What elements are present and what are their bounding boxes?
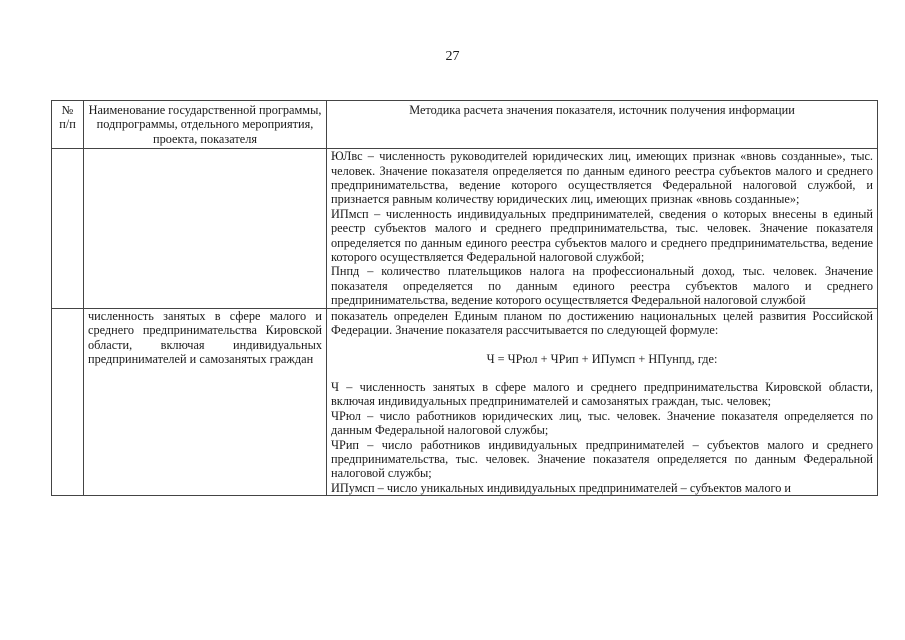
- table-header-row: [52, 101, 878, 149]
- definition-paragraph: ИПмсп – численность индивидуальных предпринимателей, сведения о которых внесены в единый реестр субъектов малого и среднего предпринимательства, тыс. человек. Значение показателя определяется по данным единого реестра субъектов малого и среднего предпринимательства, ведение которого осуществляется Федеральной налоговой службой;: [331, 206, 873, 265]
- cell-number: [52, 308, 84, 495]
- definition-paragraph: ЧРюл – число работников юридических лиц, тыс. человек. Значение показателя определяется по данным Федеральной налоговой службы;: [331, 408, 873, 438]
- table-row: [52, 308, 878, 495]
- cell-name: [84, 149, 327, 308]
- methodology-table: [51, 100, 878, 496]
- definition-paragraph: ЧРип – число работников индивидуальных предпринимателей – субъектов малого и среднего предпринимательства, тыс. человек. Значение показателя определяется по данным Федеральной налоговой службы;: [331, 437, 873, 481]
- definition-paragraph: ЮЛвс – численность руководителей юридических лиц, имеющих признак «вновь созданные», тыс. человек. Значение показателя определяется по данным единого реестра субъектов малого и среднего предпринимательства, ведение которого осуществляется Федеральной налоговой службой, и признается равным количеству юридических лиц, имеющих признак «вновь созданные»;: [331, 149, 873, 207]
- indicator-name: численность занятых в сфере малого и среднего предпринимательства Кировской области, включая индивидуальных предпринимателей и самозанятых граждан: [84, 308, 327, 495]
- header-methodology: Методика расчета значения показателя, источник получения информации: [327, 101, 878, 149]
- definition-paragraph: ИПумсп – число уникальных индивидуальных предпринимателей – субъектов малого и: [331, 480, 792, 495]
- cell-methodology: [327, 308, 878, 495]
- cell-methodology: [327, 149, 878, 308]
- header-number: № п/п: [52, 101, 84, 149]
- methodology-intro: показатель определен Единым планом по достижению национальных целей развития Российской Федерации. Значение показателя рассчитывается по следующей формуле:: [331, 308, 873, 338]
- table-row: [52, 149, 878, 308]
- definition-paragraph: Ч – численность занятых в сфере малого и среднего предпринимательства Кировской области, включая индивидуальных предпринимателей и самозанятых граждан, тыс. человек;: [331, 379, 873, 409]
- cell-number: [52, 149, 84, 308]
- header-name: Наименование государственной программы, подпрограммы, отдельного мероприятия, проекта, показателя: [84, 101, 327, 149]
- page-number: 27: [445, 49, 460, 64]
- definition-paragraph: Пнпд – количество плательщиков налога на профессиональный доход, тыс. человек. Значение показателя определяется по данным единого реестра субъектов малого и среднего предпринимательства, ведение которого осуществляется Федеральной налоговой службой: [331, 264, 873, 308]
- formula: Ч = ЧРюл + ЧРип + ИПумсп + НПунпд, где:: [486, 351, 718, 366]
